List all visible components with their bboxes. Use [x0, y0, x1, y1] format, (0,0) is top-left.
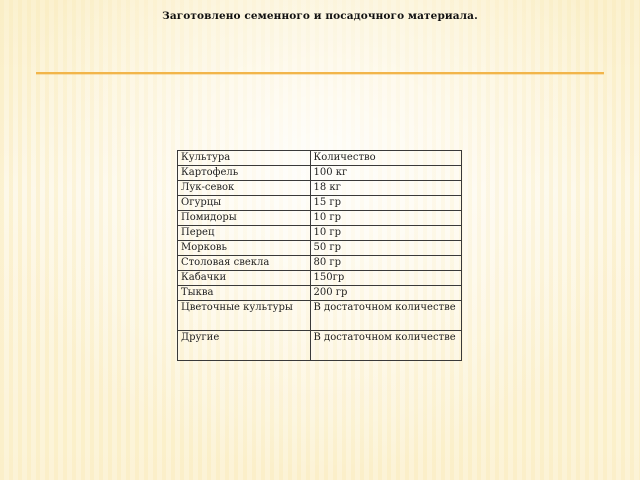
cell-crop: Лук-севок — [178, 181, 311, 196]
table-header-row — [178, 151, 462, 166]
cell-crop: Помидоры — [178, 211, 311, 226]
cell-crop: Морковь — [178, 241, 311, 256]
header-cell-crop: Культура — [178, 151, 311, 166]
cell-quantity: 80 гр — [310, 256, 461, 271]
header-cell-quantity: Количество — [310, 151, 461, 166]
table-row — [178, 256, 462, 271]
table-row — [178, 331, 462, 361]
table-row — [178, 181, 462, 196]
slide-title: Заготовлено семенного и посадочного материала. — [162, 10, 478, 22]
title-divider — [36, 72, 604, 74]
table-row — [178, 211, 462, 226]
cell-crop: Цветочные культуры — [178, 301, 311, 331]
cell-quantity: 150гр — [310, 271, 461, 286]
table-row — [178, 301, 462, 331]
cell-quantity: 18 кг — [310, 181, 461, 196]
cell-crop: Перец — [178, 226, 311, 241]
table-row — [178, 196, 462, 211]
table-row — [178, 271, 462, 286]
table-row — [178, 286, 462, 301]
table-row — [178, 226, 462, 241]
cell-quantity: 15 гр — [310, 196, 461, 211]
cell-quantity: 10 гр — [310, 211, 461, 226]
cell-quantity: 100 кг — [310, 166, 461, 181]
cell-crop: Столовая свекла — [178, 256, 311, 271]
table-row — [178, 166, 462, 181]
cell-crop: Тыква — [178, 286, 311, 301]
cell-quantity: 10 гр — [310, 226, 461, 241]
table-row — [178, 241, 462, 256]
cell-crop: Огурцы — [178, 196, 311, 211]
cell-crop: Другие — [178, 331, 311, 361]
cell-crop: Кабачки — [178, 271, 311, 286]
cell-quantity: 200 гр — [310, 286, 461, 301]
cell-quantity: 50 гр — [310, 241, 461, 256]
seed-material-table — [177, 150, 462, 361]
cell-crop: Картофель — [178, 166, 311, 181]
cell-quantity: В достаточном количестве — [310, 301, 461, 331]
cell-quantity: В достаточном количестве — [310, 331, 461, 361]
